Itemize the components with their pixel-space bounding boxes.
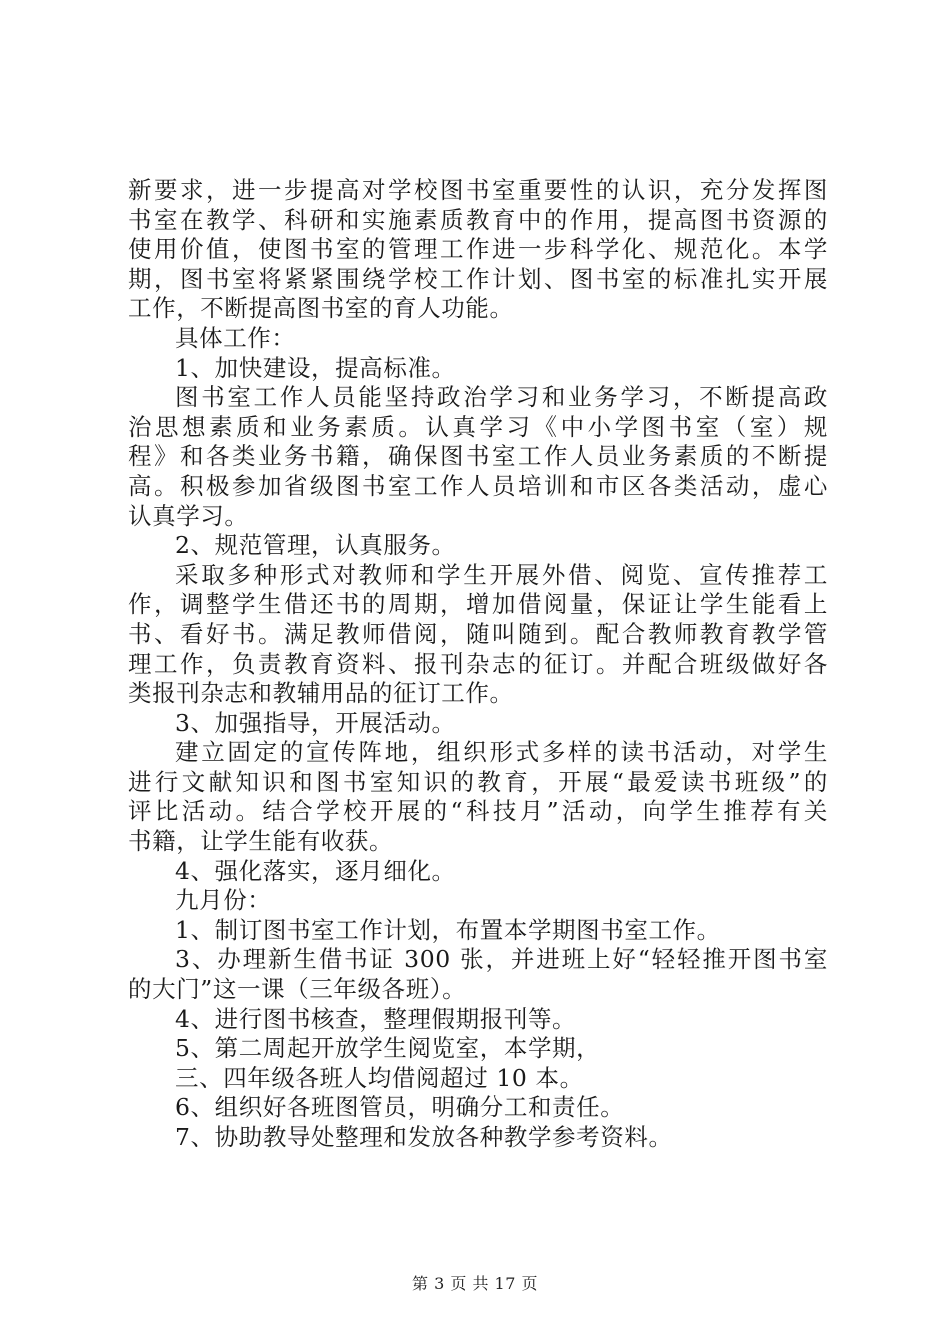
- text-line: 九月份：: [175, 886, 272, 915]
- page-footer: 第 3 页 共 17 页: [412, 1274, 538, 1293]
- text-line: 书室在教学、科研和实施素质教育中的作用，提高图书资源的: [128, 205, 828, 234]
- text-line: 评比活动。结合学校开展的“科技月”活动，向学生推荐有关: [128, 797, 828, 826]
- text-line: 认真学习。: [128, 501, 249, 530]
- text-line: 三、四年级各班人均借阅超过 10 本。: [175, 1063, 584, 1092]
- text-line: 进行文献知识和图书室知识的教育，开展“最爱读书班级”的: [128, 767, 828, 796]
- text-line: 2、规范管理，认真服务。: [175, 531, 456, 560]
- text-line: 程》和各类业务书籍，确保图书室工作人员业务素质的不断提: [128, 442, 828, 471]
- text-line: 4、强化落实，逐月细化。: [175, 856, 456, 885]
- text-line: 的大门”这一课（三年级各班）。: [128, 975, 467, 1004]
- text-line: 书、看好书。满足教师借阅，随叫随到。配合教师教育教学管: [128, 619, 828, 648]
- text-line: 4、进行图书核查，整理假期报刊等。: [175, 1004, 577, 1033]
- text-line: 高。积极参加省级图书室工作人员培训和市区各类活动，虚心: [128, 471, 828, 500]
- text-line: 工作，不断提高图书室的育人功能。: [128, 294, 514, 323]
- text-line: 作，调整学生借还书的周期，增加借阅量，保证让学生能看上: [128, 590, 828, 619]
- text-line: 类报刊杂志和教辅用品的征订工作。: [128, 679, 514, 708]
- text-line: 图书室工作人员能坚持政治学习和业务学习，不断提高政: [175, 383, 828, 412]
- text-line: 1、加快建设，提高标准。: [175, 353, 456, 382]
- text-line: 使用价值，使图书室的管理工作进一步科学化、规范化。本学: [128, 235, 828, 264]
- text-line: 6、组织好各班图管员，明确分工和责任。: [175, 1093, 625, 1122]
- text-line: 5、第二周起开放学生阅览室，本学期，: [175, 1034, 601, 1063]
- text-line: 新要求，进一步提高对学校图书室重要性的认识，充分发挥图: [128, 176, 828, 204]
- text-line: 理工作，负责教育资料、报刊杂志的征订。并配合班级做好各: [128, 649, 828, 678]
- text-line: 具体工作：: [175, 323, 296, 352]
- text-line: 治思想素质和业务素质。认真学习《中小学图书室（室）规: [128, 412, 828, 441]
- text-line: 7、协助教导处整理和发放各种教学参考资料。: [175, 1123, 673, 1151]
- text-line: 建立固定的宣传阵地，组织形式多样的读书活动，对学生: [175, 738, 828, 767]
- text-line: 1、制订图书室工作计划，布置本学期图书室工作。: [175, 915, 721, 944]
- text-line: 采取多种形式对教师和学生开展外借、阅览、宣传推荐工: [175, 560, 828, 589]
- text-line: 书籍，让学生能有收获。: [128, 827, 394, 856]
- text-line: 3、加强指导，开展活动。: [175, 708, 456, 737]
- text-line: 期，图书室将紧紧围绕学校工作计划、图书室的标准扎实开展: [128, 264, 828, 293]
- document-body: [128, 176, 828, 1153]
- text-line: 3、办理新生借书证 300 张，并进班上好“轻轻推开图书室: [175, 945, 828, 974]
